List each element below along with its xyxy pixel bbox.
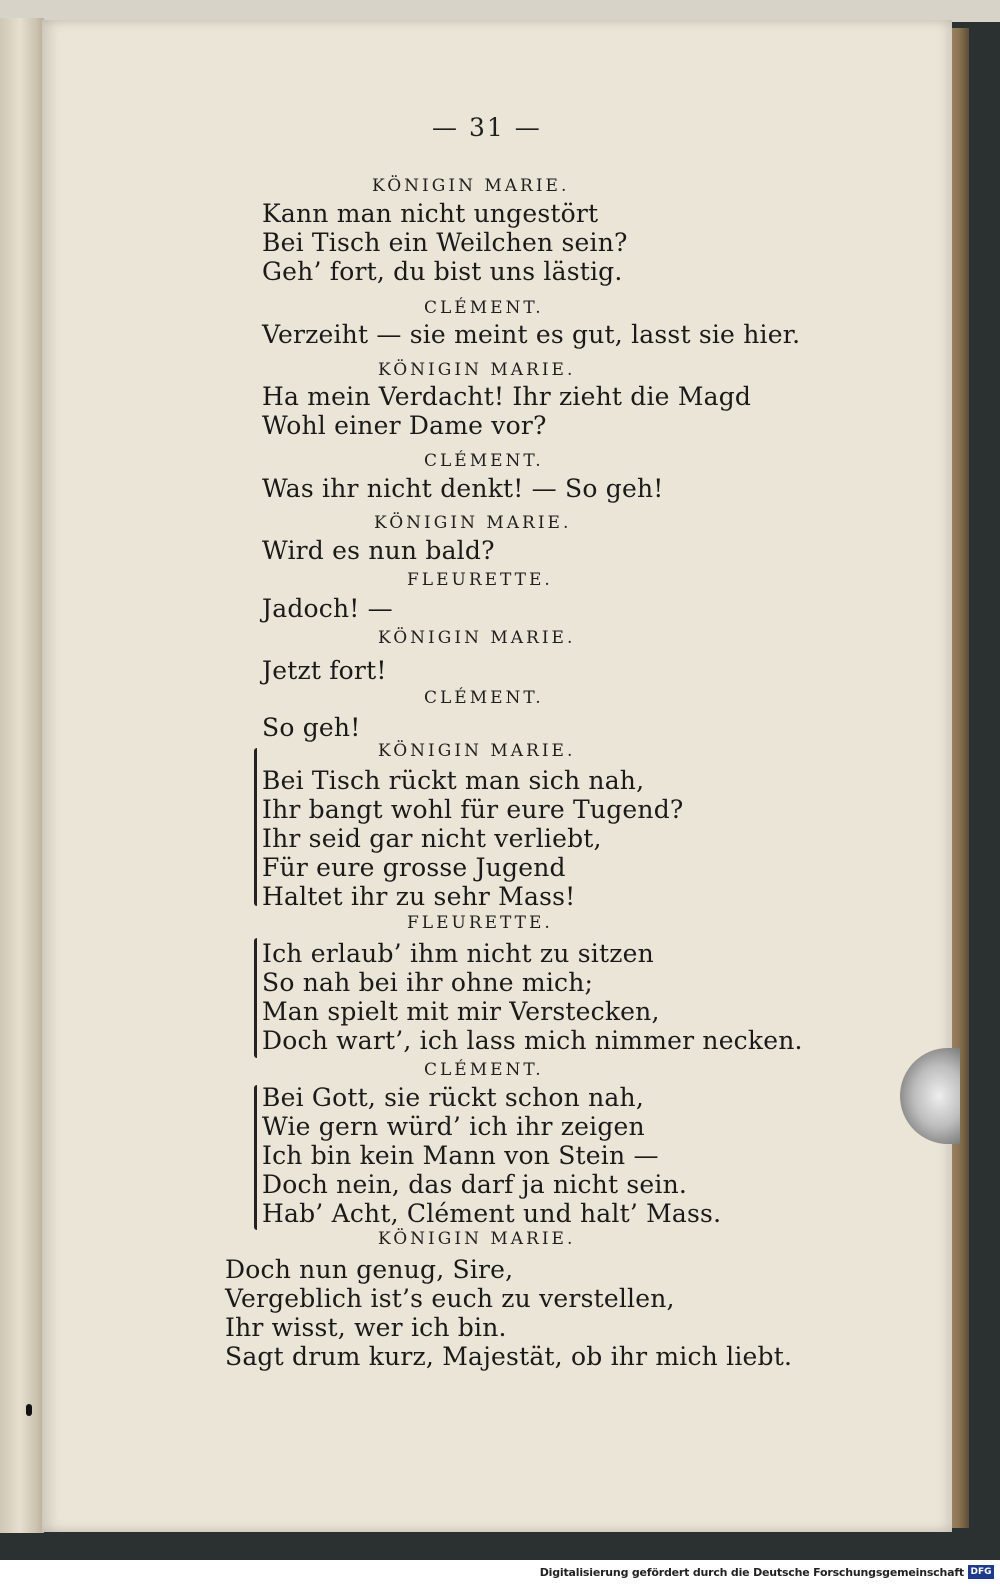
verse-line: Verzeiht — sie meint es gut, lasst sie hier. xyxy=(262,320,801,349)
chorus-brace xyxy=(254,938,257,1058)
verse-line: So nah bei ihr ohne mich; xyxy=(262,968,594,997)
speaker-label: KÖNIGIN MARIE. xyxy=(378,360,576,380)
verse-line: Ihr bangt wohl für eure Tugend? xyxy=(262,795,684,824)
verse-line: Jetzt fort! xyxy=(262,656,387,685)
speaker-label: CLÉMENT. xyxy=(424,1060,544,1080)
verse-line: Kann man nicht ungestört xyxy=(262,199,599,228)
speaker-label: FLEURETTE. xyxy=(407,570,553,590)
verse-line: Bei Tisch rückt man sich nah, xyxy=(262,766,645,795)
verse-line: Doch nun genug, Sire, xyxy=(225,1255,514,1284)
page-number: — 31 — xyxy=(432,113,542,142)
speaker-label: KÖNIGIN MARIE. xyxy=(378,1229,576,1249)
verse-line: Sagt drum kurz, Majestät, ob ihr mich liebt. xyxy=(225,1342,793,1371)
verse-line: Ihr seid gar nicht verliebt, xyxy=(262,824,602,853)
chorus-brace xyxy=(254,1085,257,1230)
verse-line: Ha mein Verdacht! Ihr zieht die Magd xyxy=(262,382,752,411)
verse-line: Ich bin kein Mann von Stein — xyxy=(262,1141,659,1170)
dfg-logo: DFG xyxy=(968,1565,994,1579)
verse-line: Hab’ Acht, Clément und halt’ Mass. xyxy=(262,1199,722,1228)
verse-line: Geh’ fort, du bist uns lästig. xyxy=(262,257,623,286)
verse-line: Doch nein, das darf ja nicht sein. xyxy=(262,1170,688,1199)
speaker-label: FLEURETTE. xyxy=(407,913,553,933)
speaker-label: KÖNIGIN MARIE. xyxy=(372,176,570,196)
speaker-label: CLÉMENT. xyxy=(424,451,544,471)
speaker-label: KÖNIGIN MARIE. xyxy=(378,628,576,648)
speaker-label: KÖNIGIN MARIE. xyxy=(378,741,576,761)
speaker-label: KÖNIGIN MARIE. xyxy=(374,513,572,533)
speaker-label: CLÉMENT. xyxy=(424,688,544,708)
verse-line: Ich erlaub’ ihm nicht zu sitzen xyxy=(262,939,654,968)
verse-line: Ihr wisst, wer ich bin. xyxy=(225,1313,507,1342)
verse-line: Was ihr nicht denkt! — So geh! xyxy=(262,474,664,503)
chorus-brace xyxy=(254,748,257,906)
verse-line: Haltet ihr zu sehr Mass! xyxy=(262,882,576,911)
verse-line: Bei Tisch ein Weilchen sein? xyxy=(262,228,628,257)
verse-line: Wohl einer Dame vor? xyxy=(262,411,547,440)
verse-line: Vergeblich ist’s euch zu verstellen, xyxy=(225,1284,675,1313)
verse-line: Bei Gott, sie rückt schon nah, xyxy=(262,1083,644,1112)
speaker-label: CLÉMENT. xyxy=(424,298,544,318)
verse-line: Für eure grosse Jugend xyxy=(262,853,566,882)
funding-note: Digitalisierung gefördert durch die Deutsche Forschungsgemeinschaft xyxy=(539,1566,964,1579)
verse-line: So geh! xyxy=(262,713,361,742)
verse-line: Wird es nun bald? xyxy=(262,536,495,565)
verse-line: Man spielt mit mir Verstecken, xyxy=(262,997,660,1026)
verse-line: Jadoch! — xyxy=(262,594,393,623)
verse-line: Doch wart’, ich lass mich nimmer necken. xyxy=(262,1026,803,1055)
verse-line: Wie gern würd’ ich ihr zeigen xyxy=(262,1112,645,1141)
